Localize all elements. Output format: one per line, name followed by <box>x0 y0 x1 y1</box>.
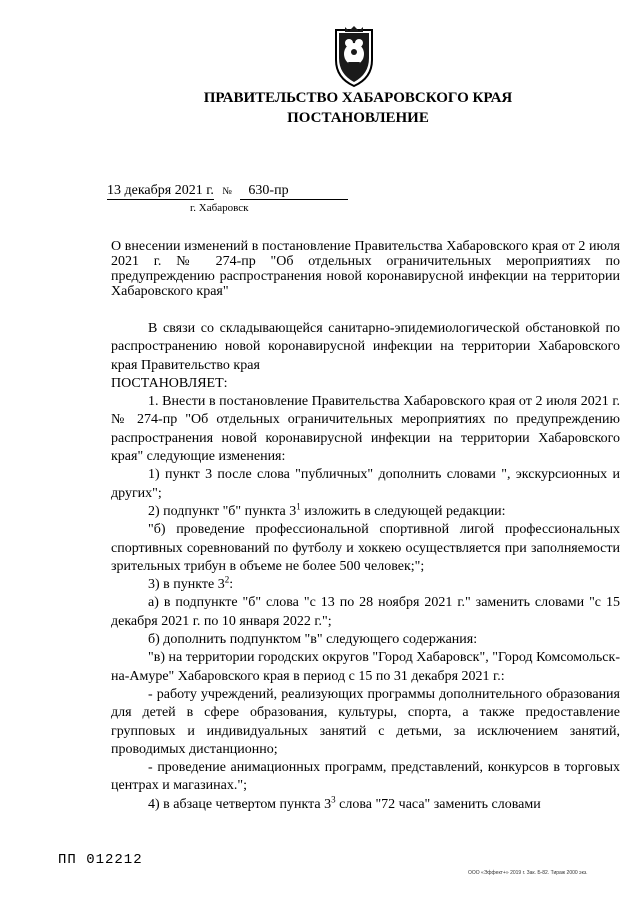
printer-imprint: ООО «Эффект+» 2019 г. Зак. Б-82. Тираж 2000 экз. <box>468 870 588 876</box>
organization-title: ПРАВИТЕЛЬСТВО ХАБАРОВСКОГО КРАЯ <box>203 90 513 106</box>
document-body <box>111 320 620 814</box>
document-date: 13 декабря 2021 г. <box>107 183 214 198</box>
document-subject: О внесении изменений в постановление Правительства Хабаровского края от 2 июля 2021 г. № 274-пр "Об отдельных ограничительных мероприятиях по предупреждению распространения новой коронавирусной инфекции на территории Хабаровского края" <box>111 239 620 299</box>
date-number-line <box>107 183 348 200</box>
resolves-heading: ПОСТАНОВЛЯЕТ: <box>111 375 228 391</box>
khabarovsk-bear-emblem-icon <box>328 24 380 88</box>
paragraph-8: "в) на территории городских округов "Город Хабаровск", "Город Комсомольск-на-Амуре" Хабаровского края в период с 15 по 31 декабря 2021 г.: <box>111 650 620 684</box>
document-number: 630-пр <box>240 183 348 200</box>
paragraph-10: - проведение анимационных программ, представлений, конкурсов в торговых центрах и магазинах."; <box>111 760 620 794</box>
paragraph-11: 4) в абзаце четвертом пункта $3^3$ слова "72 часа" заменить словами <box>148 794 541 812</box>
paragraph-3: 2) подпункт "б" пункта $3^1$ изложить в следующей редакции: <box>148 501 506 519</box>
paragraph-9: - работу учреждений, реализующих программы дополнительного образования для детей в сфере образования, культуры, спорта, а также предоставление групповых и индивидуальных занятий с детьми, за исключением занятий, проводимых дистанционно; <box>111 686 620 757</box>
intro-paragraph: В связи со складывающейся санитарно-эпидемиологической обстановкой по распространению новой коронавирусной инфекции на территории Хабаровского края Правительство края <box>111 321 620 373</box>
document-city: г. Хабаровск <box>190 202 249 214</box>
paragraph-7: б) дополнить подпунктом "в" следующего содержания: <box>148 632 478 648</box>
paragraph-4: "б) проведение профессиональной спортивной лигой профессиональных спортивных соревнований по футболу и хоккею осуществляется при заполняемости зрительных трибун в объеме не более 500 человек;"; <box>111 522 620 574</box>
serial-number: ПП 012212 <box>58 852 143 868</box>
paragraph-2: 1) пункт 3 после слова "публичных" дополнить словами ", экскурсионных и других"; <box>111 467 620 501</box>
paragraph-1: 1. Внести в постановление Правительства Хабаровского края от 2 июля 2021 г. № 274-пр "Об отдельных ограничительных мероприятиях по предупреждению распространения новой коронавирусной инфекции на территории Хабаровского края" следующие изменения: <box>111 394 620 465</box>
paragraph-6: а) в подпункте "б" слова "с 13 по 28 ноября 2021 г." заменить словами "с 15 декабря 2021 г. по 10 января 2022 г."; <box>111 595 620 629</box>
document-type: ПОСТАНОВЛЕНИЕ <box>287 110 429 126</box>
number-label: № <box>222 186 232 197</box>
paragraph-5: 3) в пункте $3^2$: <box>148 574 234 593</box>
